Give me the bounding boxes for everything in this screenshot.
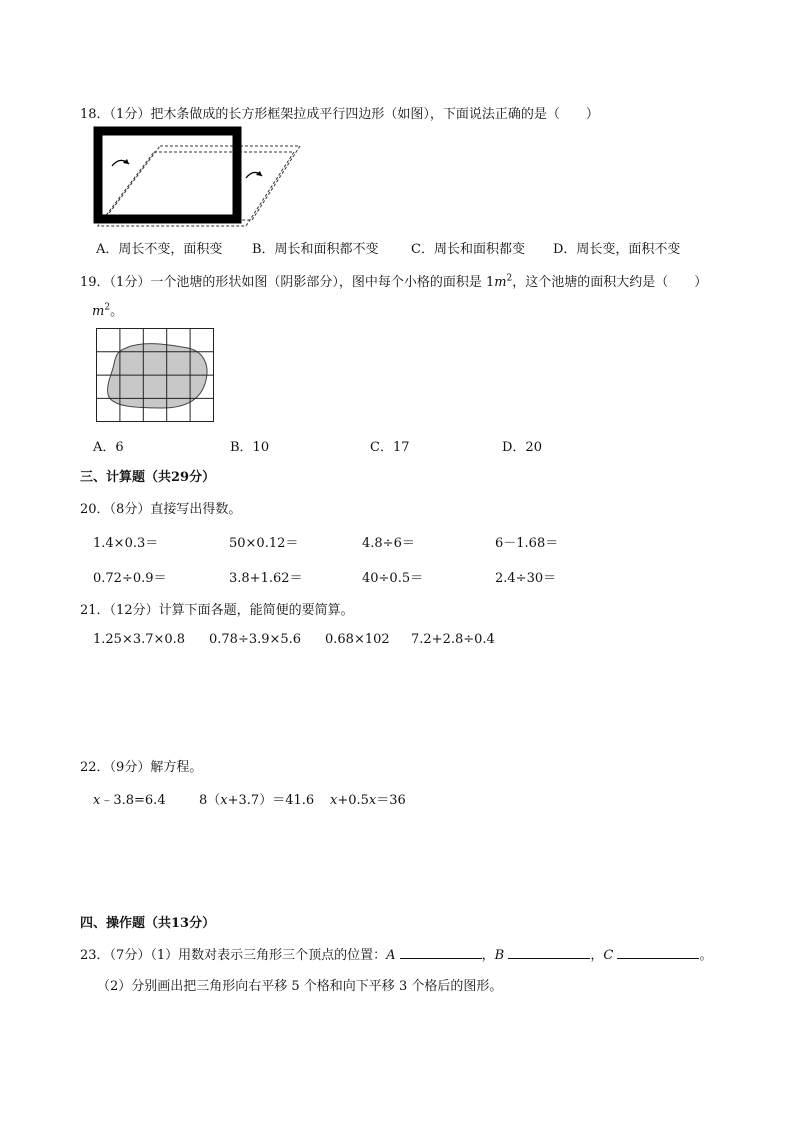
q19-option-b[interactable]: B．10: [230, 440, 270, 455]
q22-equation-2: [199, 789, 314, 808]
q19-pond-grid-figure: [96, 328, 214, 422]
q20-item: 3.8+1.62＝: [229, 571, 303, 586]
eq2-var: x: [220, 793, 228, 808]
vertex-c-label: C: [603, 948, 614, 963]
sep-1: ，: [481, 948, 495, 963]
q20-item: 50×0.12＝: [229, 536, 299, 551]
q19-answer-unit: [92, 300, 123, 319]
q19-stem-pre: 19．（1分）一个池塘的形状如图（阴影部分），图中每个小格的面积是 1: [80, 275, 495, 290]
q20-stem: 20．（8分）直接写出得数。: [80, 502, 242, 517]
vertex-a-blank[interactable]: [400, 946, 482, 959]
q19-option-d[interactable]: D．20: [502, 440, 542, 455]
q18-option-b[interactable]: B．周长和面积都不变: [252, 242, 379, 257]
eq1-rest: ﹣3.8=6.4: [100, 793, 166, 808]
q19-answer-exp: 2: [104, 302, 111, 313]
q23-part1: [80, 944, 712, 963]
eq2-pre: 8（: [199, 793, 221, 808]
q19-stem: [80, 271, 707, 290]
q21-item: 7.2+2.8÷0.4: [411, 632, 495, 647]
q20-item: 0.72÷0.9＝: [93, 571, 167, 586]
vertex-c-blank[interactable]: [617, 946, 699, 959]
q18-option-a[interactable]: A．周长不变，面积变: [96, 242, 223, 257]
q19-answer-m: m: [92, 304, 105, 319]
q21-item: 1.25×3.7×0.8: [93, 632, 186, 647]
eq3-mid: +0.5: [337, 793, 369, 808]
q19-option-c[interactable]: C．17: [370, 440, 410, 455]
q21-item: 0.78÷3.9×5.6: [209, 632, 302, 647]
vertex-b-label: B: [494, 948, 505, 963]
q19-option-a[interactable]: A．6: [93, 440, 124, 455]
sep-2: ，: [590, 948, 604, 963]
q21-item: 0.68×102: [325, 632, 390, 647]
q22-equation-1: [93, 789, 166, 808]
q23-part1-stem: 23．（7分）（1）用数对表示三角形三个顶点的位置：: [80, 948, 387, 963]
eq1-var: x: [93, 793, 101, 808]
q18-option-d[interactable]: D．周长变，面积不变: [553, 242, 681, 257]
vertex-a-label: A: [386, 948, 396, 963]
q23-end: 。: [699, 948, 713, 963]
q22-equation-3: [330, 789, 406, 808]
q20-item: 1.4×0.3＝: [93, 536, 159, 551]
q20-item: 40÷0.5＝: [362, 571, 424, 586]
eq3-var2: x: [368, 793, 377, 808]
q20-item: 4.8÷6＝: [362, 536, 415, 551]
q19-unit: m: [494, 275, 507, 290]
q18-option-c[interactable]: C．周长和面积都变: [411, 242, 525, 257]
q20-item: 2.4÷30＝: [495, 571, 557, 586]
q19-answer-end: 。: [110, 304, 124, 319]
q22-stem: 22．（9分）解方程。: [80, 760, 203, 775]
eq2-rest: +3.7）＝41.6: [227, 793, 315, 808]
eq3-rest: ＝36: [376, 793, 406, 808]
q19-unit-exp: 2: [506, 273, 513, 284]
q18-frame-figure: [94, 126, 324, 216]
section3-title: 三、计算题（共29分）: [80, 470, 216, 485]
q18-stem: 18．（1分）把木条做成的长方形框架拉成平行四边形（如图），下面说法正确的是（ ）: [80, 107, 599, 122]
section4-title: 四、操作题（共13分）: [80, 916, 216, 931]
q23-part2: （2）分别画出把三角形向右平移 5 个格和向下平移 3 个格后的图形。: [97, 979, 503, 994]
vertex-b-blank[interactable]: [508, 946, 590, 959]
q21-stem: 21．（12分）计算下面各题，能简便的要简算。: [80, 603, 354, 618]
q19-stem-post: ，这个池塘的面积大约是（ ）: [512, 275, 708, 290]
eq3-var1: x: [330, 793, 338, 808]
q20-item: 6－1.68＝: [495, 536, 559, 551]
